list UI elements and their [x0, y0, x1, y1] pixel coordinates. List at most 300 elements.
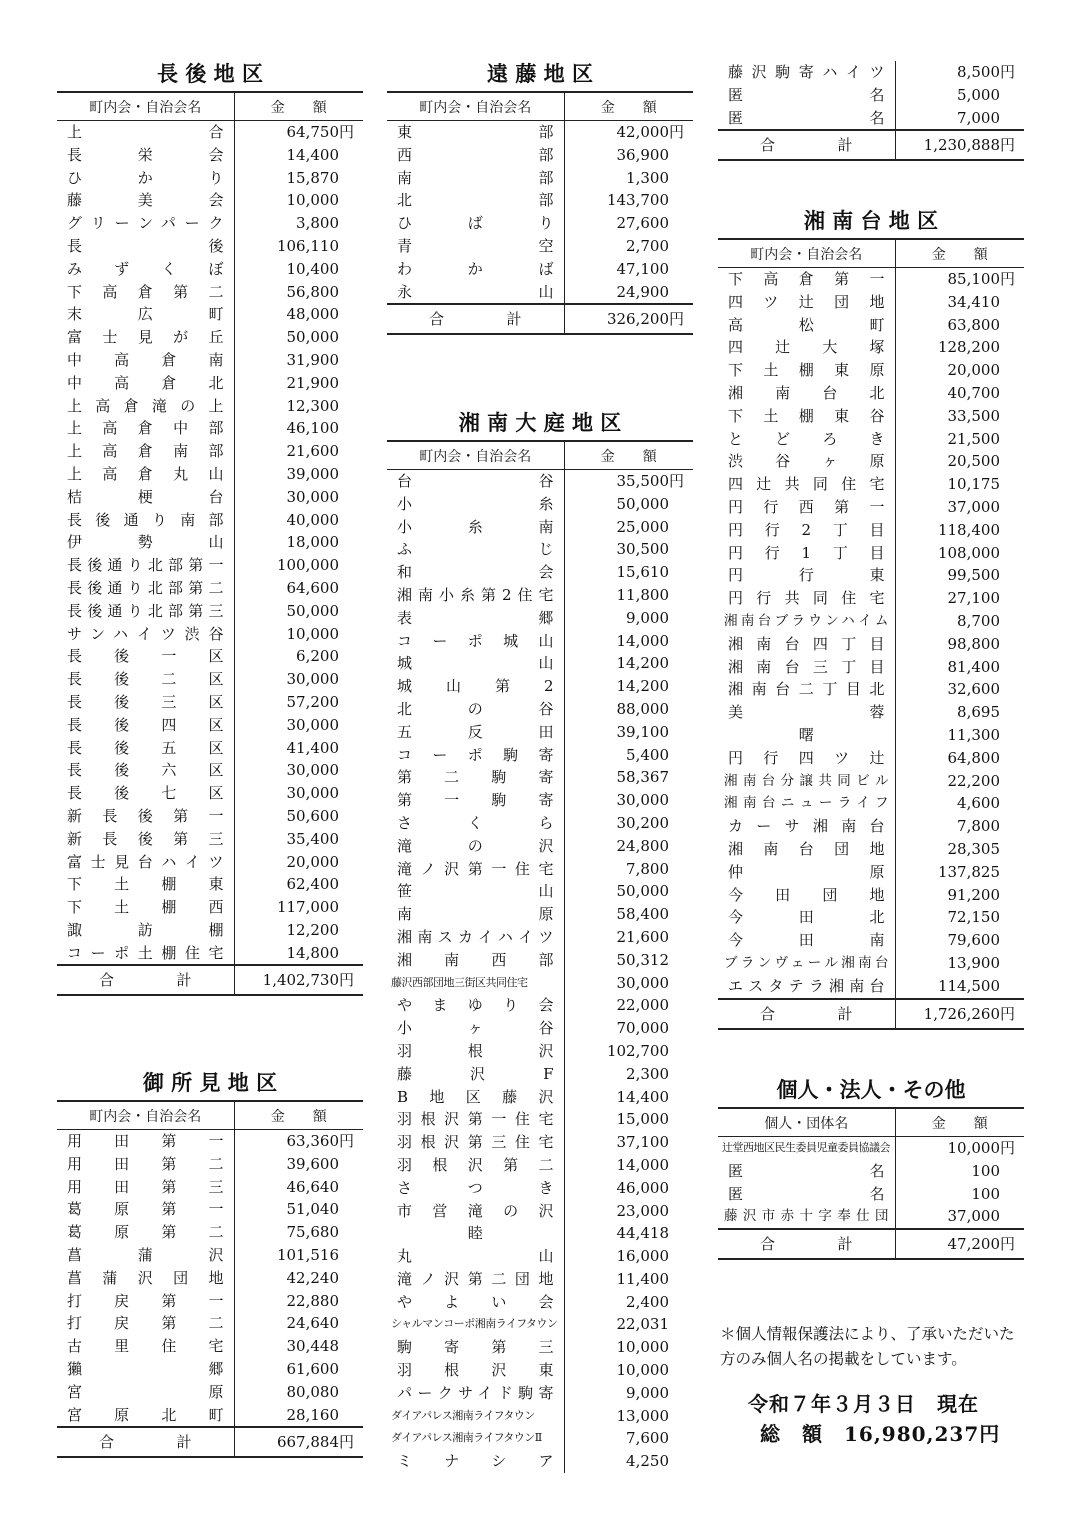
amount: 37,100 [616, 1133, 669, 1152]
org-name: 美蓉 [718, 701, 895, 724]
unit: 円 [1000, 1235, 1016, 1254]
org-name: 滝ノ沢第一住宅 [387, 858, 564, 881]
table-row [57, 1153, 363, 1176]
amount-cell [564, 858, 693, 881]
section-title: 湘 南 大 庭 地 区 [458, 411, 622, 435]
amount: 64,750 [286, 123, 339, 141]
org-name: 湘南台四丁目 [718, 633, 895, 656]
amount-cell [234, 1335, 363, 1358]
donation-table [718, 61, 1024, 161]
amount: 30,500 [616, 540, 669, 559]
amount-cell [895, 61, 1024, 84]
amount-cell [564, 1222, 693, 1245]
amount: 50,000 [616, 882, 669, 901]
header-name: 町内会・自治会名 [387, 92, 564, 121]
amount: 21,900 [286, 373, 339, 392]
table-row [57, 440, 363, 463]
org-name: カーサ湘南台 [718, 815, 895, 838]
table-row [718, 405, 1024, 428]
amount-cell [564, 1131, 693, 1154]
table-row [387, 1086, 693, 1109]
org-name: やまゆり会 [387, 994, 564, 1017]
amount: 10,000 [286, 191, 339, 210]
amount-cell [895, 770, 1024, 793]
section-shonandai [718, 204, 1024, 1030]
amount-cell [564, 258, 693, 281]
amount: 14,200 [616, 654, 669, 673]
amount: 24,900 [616, 282, 669, 301]
amount: 99,500 [947, 566, 1000, 585]
amount-cell [564, 538, 693, 561]
amount: 21,500 [947, 429, 1000, 448]
table-row [718, 929, 1024, 952]
org-name: 長後通り北部第二 [57, 577, 234, 600]
amount-cell [564, 1086, 693, 1109]
amount-cell [895, 428, 1024, 451]
org-name: 永山 [387, 281, 564, 305]
amount: 75,680 [286, 1223, 339, 1242]
table-row [387, 607, 693, 630]
amount-cell [895, 975, 1024, 999]
table-row [387, 1450, 693, 1473]
amount-cell [234, 1130, 363, 1153]
table-row [387, 858, 693, 881]
org-name: 湘南小糸第2住宅 [387, 584, 564, 607]
org-name: 打戻第一 [57, 1290, 234, 1313]
table-row [387, 698, 693, 721]
table-header [387, 441, 693, 470]
amount-cell [234, 873, 363, 896]
amount: 64,800 [947, 748, 1000, 767]
donation-table [57, 91, 363, 996]
total-row [718, 130, 1024, 160]
table-row [387, 926, 693, 949]
org-name: サンハイツ渋谷 [57, 623, 234, 646]
table-row [57, 600, 363, 623]
org-name: 湘南西部 [387, 949, 564, 972]
org-name: 中高倉南 [57, 349, 234, 372]
amount: 79,600 [947, 931, 1000, 950]
header-name: 町内会・自治会名 [718, 239, 895, 268]
amount: 12,200 [286, 920, 339, 939]
amount: 15,610 [616, 563, 669, 582]
table-row [718, 496, 1024, 519]
amount-cell [895, 1137, 1024, 1160]
amount: 58,367 [616, 768, 669, 787]
amount-cell [234, 349, 363, 372]
date-line: 令和７年３月３日 現在 [748, 1392, 979, 1416]
table-row [718, 884, 1024, 907]
org-name: 湘南台ブラウンハイム [718, 610, 895, 633]
total-label: 合 計 [387, 304, 564, 334]
org-name: 今田南 [718, 929, 895, 952]
org-name: 円行1丁目 [718, 542, 895, 565]
amount: 80,080 [286, 1382, 339, 1401]
amount-cell [564, 1040, 693, 1063]
amount: 50,312 [616, 950, 669, 969]
org-name: 羽根沢第二 [387, 1154, 564, 1177]
amount: 42,000 [616, 123, 669, 141]
amount-cell [895, 724, 1024, 747]
amount: 42,240 [286, 1268, 339, 1287]
amount-cell [895, 1205, 1024, 1229]
amount: 98,800 [947, 634, 1000, 653]
total-row [57, 1427, 363, 1457]
total-row [57, 965, 363, 995]
table-row [387, 1040, 693, 1063]
org-name: 長後六区 [57, 759, 234, 782]
org-name: 羽根沢 [387, 1040, 564, 1063]
donation-table [57, 1100, 363, 1458]
amount-cell [234, 1153, 363, 1176]
amount: 70,000 [616, 1019, 669, 1038]
header-name: 個人・団体名 [718, 1108, 895, 1137]
amount-cell [234, 645, 363, 668]
donation-table [718, 1107, 1024, 1260]
org-name: 上高倉滝の上 [57, 395, 234, 418]
org-name: さくら [387, 812, 564, 835]
org-name: 古里住宅 [57, 1335, 234, 1358]
total-amount-cell [895, 130, 1024, 160]
amount-cell [895, 861, 1024, 884]
amount: 100,000 [276, 556, 339, 575]
amount: 9,000 [626, 608, 669, 627]
amount: 30,200 [616, 813, 669, 832]
total-label: 合 計 [57, 965, 234, 995]
amount-cell [564, 144, 693, 167]
table-row [57, 486, 363, 509]
amount-cell [895, 564, 1024, 587]
amount-cell [234, 395, 363, 418]
table-row [387, 493, 693, 516]
amount: 46,100 [286, 419, 339, 438]
amount: 30,000 [286, 670, 339, 689]
amount-cell [564, 1405, 693, 1428]
org-name: 渋谷ヶ原 [718, 450, 895, 473]
amount: 8,700 [957, 611, 1000, 630]
amount: 4,600 [957, 794, 1000, 813]
amount-cell [234, 440, 363, 463]
table-row [387, 789, 693, 812]
org-name: 南部 [387, 167, 564, 190]
amount-cell [564, 926, 693, 949]
unit: 円 [1000, 63, 1016, 81]
table-row [718, 84, 1024, 107]
amount-cell [564, 1245, 693, 1268]
org-name: 用田第一 [57, 1130, 234, 1153]
section-endo [387, 57, 693, 335]
org-name: 睦 [387, 1222, 564, 1245]
table-row [718, 656, 1024, 679]
org-name: とどろき [718, 428, 895, 451]
org-name: 藤美会 [57, 189, 234, 212]
amount-cell [234, 486, 363, 509]
table-row [387, 212, 693, 235]
amount-cell [234, 714, 363, 737]
org-name: 市営滝の沢 [387, 1200, 564, 1223]
org-name: 曙 [718, 724, 895, 747]
amount-cell [234, 509, 363, 532]
org-name: 南原 [387, 903, 564, 926]
amount-cell [895, 359, 1024, 382]
table-row [387, 121, 693, 144]
total-amount: 1,402,730 [262, 971, 339, 990]
amount-cell [895, 952, 1024, 975]
amount-cell [895, 815, 1024, 838]
table-row [387, 903, 693, 926]
table-row [57, 1358, 363, 1381]
amount-cell [234, 919, 363, 942]
donation-table [387, 440, 693, 1473]
org-name: 藤沢市赤十字奉仕団 [718, 1205, 895, 1229]
table-row [57, 212, 363, 235]
table-row [57, 372, 363, 395]
table-row [387, 561, 693, 584]
org-name: 北部 [387, 189, 564, 212]
amount-cell [895, 450, 1024, 473]
org-name: ダイアパレス湘南ライフタウンⅡ [387, 1427, 564, 1450]
org-name: 用田第二 [57, 1153, 234, 1176]
amount-cell [564, 766, 693, 789]
amount-cell [234, 121, 363, 144]
table-row [57, 896, 363, 919]
table-row [57, 144, 363, 167]
org-name: 藤沢F [387, 1063, 564, 1086]
org-name: グリーンパーク [57, 212, 234, 235]
amount: 7,800 [957, 817, 1000, 836]
amount: 11,300 [947, 725, 1000, 744]
amount: 15,870 [286, 168, 339, 187]
amount: 20,000 [286, 852, 339, 871]
amount-cell [895, 929, 1024, 952]
amount: 40,700 [947, 383, 1000, 402]
section-nagago [57, 57, 363, 996]
org-name: 長後 [57, 235, 234, 258]
org-name: ブランヴェール湘南台 [718, 952, 895, 975]
amount-cell [564, 1108, 693, 1131]
amount-cell [564, 1063, 693, 1086]
org-name: 上高倉南部 [57, 440, 234, 463]
amount: 37,000 [947, 1207, 1000, 1226]
amount: 57,200 [286, 692, 339, 711]
org-name: 城山 [387, 652, 564, 675]
table-row [387, 281, 693, 305]
total-label: 合 計 [718, 130, 895, 160]
table-row [387, 949, 693, 972]
header-amount: 金 額 [234, 1101, 363, 1130]
amount: 4,250 [626, 1452, 669, 1471]
org-name: ひばり [387, 212, 564, 235]
total-amount-cell [895, 1229, 1024, 1259]
table-row [57, 1335, 363, 1358]
amount-cell [234, 737, 363, 760]
table-row [718, 792, 1024, 815]
table-row [387, 1313, 693, 1336]
amount: 40,000 [286, 510, 339, 529]
table-row [57, 1290, 363, 1313]
amount-cell [564, 121, 693, 144]
table-row [718, 701, 1024, 724]
org-name: 葛原第二 [57, 1221, 234, 1244]
amount-cell [234, 828, 363, 851]
org-name: 湘南台分譲共同ビル [718, 770, 895, 793]
table-row [718, 107, 1024, 131]
table-row [718, 268, 1024, 291]
donation-table [387, 91, 693, 335]
amount: 101,516 [276, 1245, 339, 1264]
amount-cell [564, 1450, 693, 1473]
org-name: 今田団地 [718, 884, 895, 907]
table-row [57, 326, 363, 349]
amount: 3,800 [296, 214, 339, 233]
amount: 16,000 [616, 1247, 669, 1266]
header-amount: 金 額 [564, 92, 693, 121]
amount: 14,400 [286, 145, 339, 164]
table-row [57, 1312, 363, 1335]
amount-cell [564, 584, 693, 607]
org-name: 四辻共同住宅 [718, 473, 895, 496]
amount-cell [564, 1200, 693, 1223]
amount: 25,000 [616, 517, 669, 536]
org-name: 諏訪棚 [57, 919, 234, 942]
total-amount-cell [234, 1427, 363, 1457]
table-row [57, 531, 363, 554]
table-header [57, 1101, 363, 1130]
table-row [718, 473, 1024, 496]
table-row [387, 258, 693, 281]
amount: 50,000 [286, 328, 339, 347]
table-row [718, 1137, 1024, 1160]
amount-cell [234, 759, 363, 782]
unit: 円 [1000, 270, 1016, 288]
org-name: 匿名 [718, 107, 895, 131]
table-row [57, 189, 363, 212]
amount-cell [564, 949, 693, 972]
org-name: 長後通り北部第一 [57, 554, 234, 577]
org-name: 上高倉中部 [57, 417, 234, 440]
amount: 10,000 [616, 1338, 669, 1357]
table-row [387, 1017, 693, 1040]
table-row [57, 554, 363, 577]
org-name: 湘南台二丁目北 [718, 678, 895, 701]
total-amount-cell [234, 965, 363, 995]
table-row [387, 1268, 693, 1291]
org-name: 藤沢西部団地三街区共同住宅 [387, 972, 564, 995]
table-row [57, 1404, 363, 1428]
header-amount: 金 額 [895, 1108, 1024, 1137]
org-name: 湘南台団地 [718, 838, 895, 861]
table-row [57, 805, 363, 828]
amount: 14,200 [616, 677, 669, 696]
org-name: 小糸 [387, 493, 564, 516]
total-label: 合 計 [718, 999, 895, 1029]
amount-cell [234, 144, 363, 167]
table-row [57, 782, 363, 805]
amount: 20,000 [947, 361, 1000, 380]
amount: 85,100 [947, 270, 1000, 288]
amount-cell [234, 942, 363, 966]
amount-cell [564, 1359, 693, 1382]
amount-cell [564, 652, 693, 675]
org-name: 下土棚西 [57, 896, 234, 919]
amount: 10,175 [947, 475, 1000, 494]
table-row [57, 509, 363, 532]
org-name: エスタテラ湘南台 [718, 975, 895, 999]
total-label: 合 計 [718, 1229, 895, 1259]
org-name: コーポ土棚住宅 [57, 942, 234, 966]
table-row [387, 744, 693, 767]
section-goshomi [57, 1066, 363, 1458]
amount: 102,700 [606, 1041, 669, 1060]
amount: 22,000 [616, 996, 669, 1015]
unit: 円 [669, 472, 685, 490]
table-row [57, 235, 363, 258]
amount-cell [234, 1404, 363, 1428]
table-row [718, 519, 1024, 542]
amount: 10,000 [616, 1361, 669, 1380]
org-name: 羽根沢東 [387, 1359, 564, 1382]
amount-cell [564, 1336, 693, 1359]
amount: 23,000 [616, 1201, 669, 1220]
amount-cell [564, 903, 693, 926]
total-amount: 326,200 [606, 310, 669, 329]
amount: 30,000 [286, 487, 339, 506]
amount-cell [234, 1244, 363, 1267]
table-row [718, 291, 1024, 314]
amount-cell [234, 531, 363, 554]
amount: 7,600 [626, 1429, 669, 1448]
total-amount: 1,230,888 [923, 136, 1000, 155]
total-row [718, 1229, 1024, 1259]
amount-cell [234, 1312, 363, 1335]
amount: 36,900 [616, 145, 669, 164]
amount: 14,400 [616, 1087, 669, 1106]
org-name: ミナシア [387, 1450, 564, 1473]
org-name: シャルマンコーポ湘南ライフタウン [387, 1313, 564, 1336]
table-row [57, 873, 363, 896]
table-header [387, 92, 693, 121]
amount-cell [234, 326, 363, 349]
org-name: 匿名 [718, 1183, 895, 1206]
amount: 12,300 [286, 396, 339, 415]
amount: 10,000 [286, 624, 339, 643]
table-row [387, 972, 693, 995]
amount-cell [234, 1221, 363, 1244]
table-row [57, 258, 363, 281]
amount-cell [895, 633, 1024, 656]
org-name: 長後七区 [57, 782, 234, 805]
amount: 10,000 [947, 1139, 1000, 1157]
amount: 8,500 [957, 63, 1000, 81]
table-row [57, 577, 363, 600]
amount: 8,695 [957, 703, 1000, 722]
amount-cell [564, 470, 693, 493]
org-name: 湘南台北 [718, 382, 895, 405]
amount: 62,400 [286, 875, 339, 894]
section-title: 長 後 地 区 [157, 62, 263, 86]
table-row [387, 812, 693, 835]
amount-cell [895, 678, 1024, 701]
table-row [718, 1160, 1024, 1183]
table-row [387, 470, 693, 493]
amount-cell [564, 1017, 693, 1040]
org-name: ダイアパレス湘南ライフタウン [387, 1405, 564, 1428]
amount-cell [564, 812, 693, 835]
org-name: B地区藤沢 [387, 1086, 564, 1109]
org-name: 長栄会 [57, 144, 234, 167]
org-name: 長後五区 [57, 737, 234, 760]
amount: 2,400 [626, 1292, 669, 1311]
